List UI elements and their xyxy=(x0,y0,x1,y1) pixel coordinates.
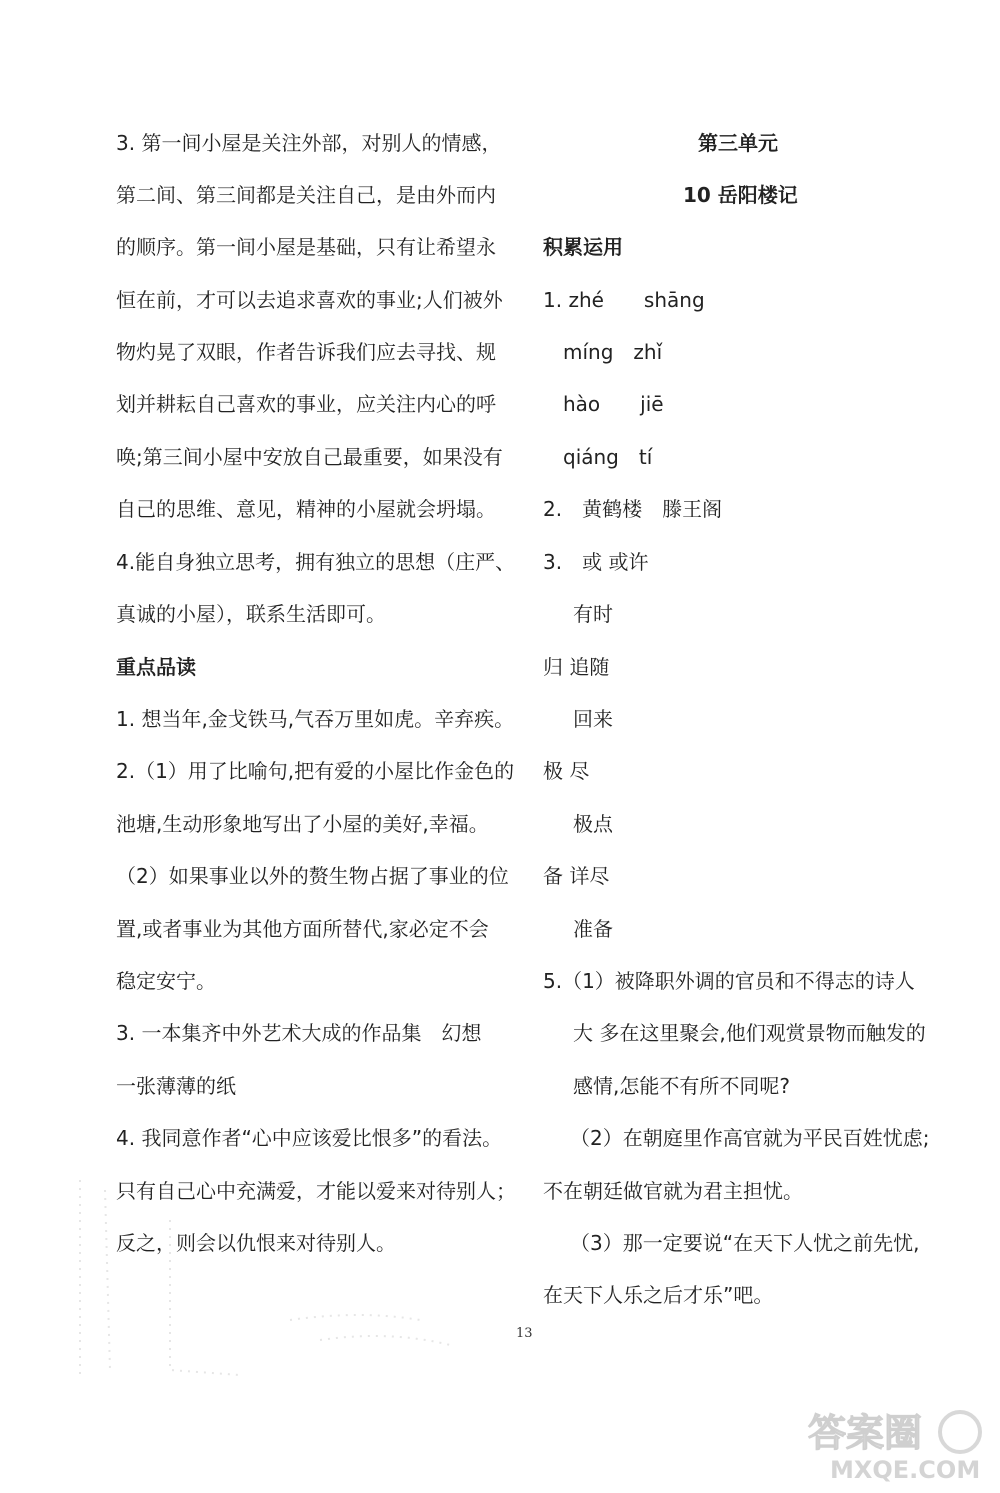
text-line: 只有自己心中充满爱，才能以爱来对待别人； xyxy=(116,1179,516,1203)
text-line: hào jiē xyxy=(563,392,664,416)
text-line: 感情,怎能不有所不同呢? xyxy=(573,1074,790,1098)
text-line: 置,或者事业为其他方面所替代,家必定不会 xyxy=(116,917,489,941)
text-line: 唤;第三间小屋中安放自己最重要，如果没有 xyxy=(116,445,503,469)
text-line: 稳定安宁。 xyxy=(116,969,216,993)
text-line: 2.（1）用了比喻句,把有爱的小屋比作金色的 xyxy=(116,759,515,783)
text-line: 3. 第一间小屋是关注外部，对别人的情感， xyxy=(116,131,502,155)
text-line: 极 尽 xyxy=(543,759,590,783)
section-heading: 重点品读 xyxy=(116,655,196,679)
watermark-logo xyxy=(800,1402,990,1484)
text-line: 2. 黄鹤楼 滕王阁 xyxy=(543,497,723,521)
text-line: 有时 xyxy=(573,602,613,626)
text-line: 物灼晃了双眼，作者告诉我们应去寻找、规 xyxy=(116,340,496,364)
text-line: 一张薄薄的纸 xyxy=(116,1074,236,1098)
watermark-logo-text: 答案圈 xyxy=(808,1411,923,1455)
text-line: 反之，则会以仇恨来对待别人。 xyxy=(116,1231,396,1255)
unit-title: 第三单元 xyxy=(698,131,778,155)
text-line: 极点 xyxy=(573,812,613,836)
text-line: 4. 我同意作者“心中应该爱比恨多”的看法。 xyxy=(116,1126,503,1150)
text-line: 划并耕耘自己喜欢的事业，应关注内心的呼 xyxy=(116,392,496,416)
text-line: 回来 xyxy=(573,707,613,731)
text-line: 5.（1）被降职外调的官员和不得志的诗人 xyxy=(543,969,915,993)
section-heading: 积累运用 xyxy=(543,235,623,259)
text-line: （3）那一定要说“在天下人忧之前先忧, xyxy=(570,1231,920,1255)
text-line: 池塘,生动形象地写出了小屋的美好,幸福。 xyxy=(116,812,489,836)
text-line: 4.能自身独立思考，拥有独立的思想（庄严、 xyxy=(116,550,516,574)
text-line: 的顺序。第一间小屋是基础，只有让希望永 xyxy=(116,235,496,259)
text-line: 1. 想当年,金戈铁马,气吞万里如虎。辛弃疾。 xyxy=(116,707,515,731)
text-line: qiáng tí xyxy=(563,445,653,469)
text-line: 自己的思维、意见，精神的小屋就会坍塌。 xyxy=(116,497,496,521)
text-line: 大 多在这里聚会,他们观赏景物而触发的 xyxy=(573,1021,926,1045)
watermark-url-text: MXQE.COM xyxy=(830,1456,981,1484)
text-line: 恒在前，才可以去追求喜欢的事业;人们被外 xyxy=(116,288,503,312)
faint-scan-marks xyxy=(60,1150,520,1390)
text-line: 准备 xyxy=(573,917,613,941)
text-line: 归 追随 xyxy=(543,655,610,679)
text-line: 在天下人乐之后才乐”吧。 xyxy=(543,1283,774,1307)
text-line: míng zhǐ xyxy=(563,340,663,364)
text-line: 1. zhé shāng xyxy=(543,288,705,312)
text-line: 第二间、第三间都是关注自己，是由外而内 xyxy=(116,183,496,207)
text-line: 真诚的小屋），联系生活即可。 xyxy=(116,602,386,626)
text-line: 备 详尽 xyxy=(543,864,610,888)
text-line: 不在朝廷做官就为君主担忧。 xyxy=(543,1179,803,1203)
text-line: （2）如果事业以外的赘生物占据了事业的位 xyxy=(116,864,509,888)
text-line: 3. 或 或许 xyxy=(543,550,649,574)
text-line: 3. 一本集齐中外艺术大成的作品集 幻想 xyxy=(116,1021,482,1045)
lesson-title: 10 岳阳楼记 xyxy=(683,183,798,207)
text-line: （2）在朝庭里作高官就为平民百姓忧虑; xyxy=(570,1126,930,1150)
page-number: 13 xyxy=(516,1326,533,1341)
